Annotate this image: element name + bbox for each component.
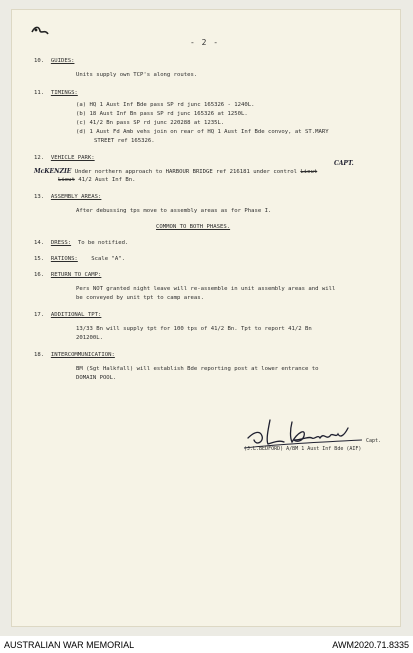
handwritten-capt: CAPT. [334,160,354,167]
section-10-heading: 10. GUIDES: [34,58,75,64]
section-12-line-2: Lieut 41/2 Aust Inf Bn. [58,177,136,183]
section-16-heading: 16. RETURN TO CAMP: [34,272,102,278]
section-18-heading: 18. INTERCOMMUNICATION: [34,352,115,358]
section-11-heading: 11. TIMINGS: [34,90,78,96]
section-12-heading: 12. VEHICLE PARK: [34,155,95,161]
footer-accession-number: AWM2020.71.8335 [332,640,409,650]
section-12-line-1: McKENZIE Under northern approach to HARBOUR BRIDGE ref 216181 under control Lieut [34,168,318,175]
section-16-line-2: be conveyed by unit tpt to camp areas. [76,295,204,301]
signature-typed-name: (J.L.BEDFORD) A/BM 1 Aust Inf Bde (AIF) [244,446,362,452]
section-11-item-a: (a) HQ 1 Aust Inf Bde pass SP rd junc 165326 - 1240L. [76,102,255,108]
section-11-item-d-cont: STREET ref 165326. [94,138,155,144]
section-18-line-2: DOMAIN POOL. [76,375,117,381]
ink-mark-icon [26,20,56,40]
section-17-line-1: 13/33 Bn will supply tpt for 100 tps of 41/2 Bn. Tpt to report 41/2 Bn [76,326,312,332]
section-18-line-1: BM (Sgt Halkfall) will establish Bde reporting post at lower entrance to [76,366,319,372]
section-10-body: Units supply own TCP's along routes. [76,72,198,78]
section-17-line-2: 201200L. [76,335,103,341]
footer-institution: AUSTRALIAN WAR MEMORIAL [4,640,135,650]
common-phases-heading: COMMON TO BOTH PHASES. [156,224,231,230]
section-11-item-b: (b) 18 Aust Inf Bn pass SP rd junc 165326 at 1250L. [76,111,248,117]
section-11-item-c: (c) 41/2 Bn pass SP rd junc 220288 at 1235L. [76,120,225,126]
section-11-item-d: (d) 1 Aust Fd Amb vehs join on rear of HQ 1 Aust Inf Bde convoy, at ST.MARY [76,129,329,135]
section-14: 14. DRESS: To be notified. [34,240,129,246]
page-number: - 2 - [190,38,220,47]
section-13-body: After debussing tps move to assembly areas as for Phase I. [76,208,272,214]
signature-rank: Capt. [366,438,382,444]
section-13-heading: 13. ASSEMBLY AREAS: [34,194,102,200]
section-16-line-1: Pers NOT granted night leave will re-assemble in unit assembly areas and will [76,286,336,292]
section-15: 15. RATIONS: Scale "A". [34,256,125,262]
archive-footer [0,636,413,653]
section-17-heading: 17. ADDITIONAL TPT: [34,312,102,318]
